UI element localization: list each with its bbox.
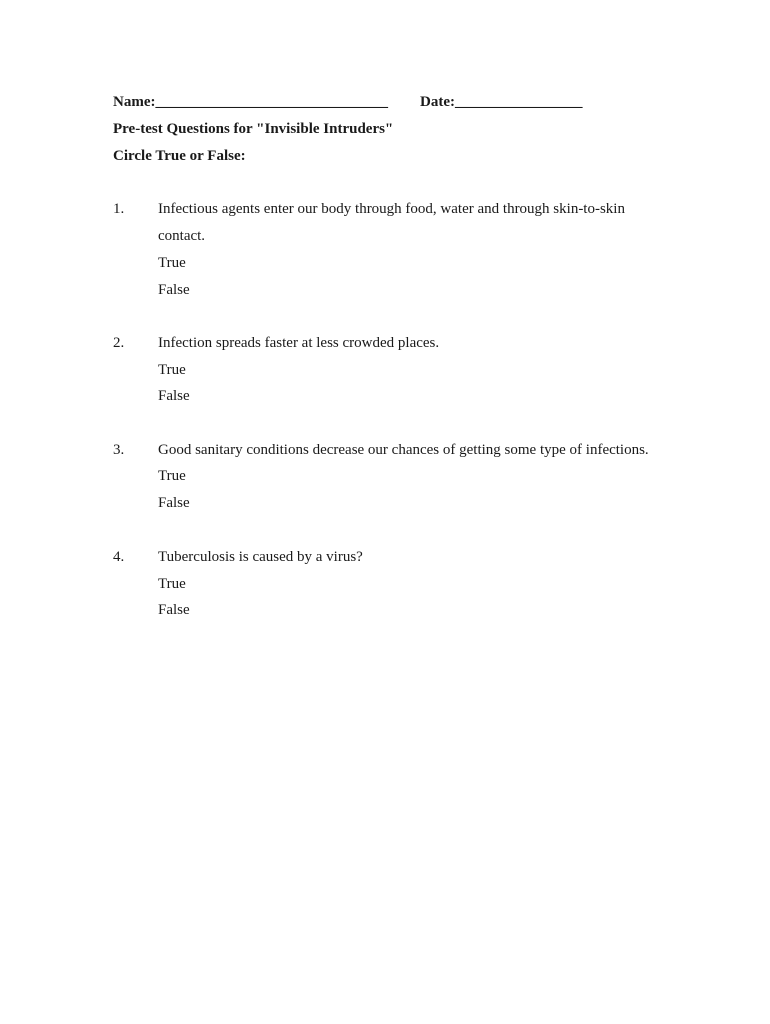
option-false[interactable]: False — [158, 495, 190, 511]
question-text: Good sanitary conditions decrease our chances of getting some type of infections. — [158, 442, 649, 458]
option-false[interactable]: False — [158, 602, 190, 618]
question-number: 3. — [113, 442, 125, 458]
question-number: 1. — [113, 201, 125, 217]
worksheet-title: Pre-test Questions for "Invisible Intruders" — [113, 121, 394, 137]
question-text: Tuberculosis is caused by a virus? — [158, 549, 363, 565]
question-text: Infection spreads faster at less crowded places. — [158, 335, 440, 351]
option-false[interactable]: False — [158, 282, 190, 298]
instructions-text: Circle True or False: — [113, 148, 246, 164]
question-number: 2. — [113, 335, 125, 351]
option-true[interactable]: True — [158, 362, 186, 378]
question-number: 4. — [113, 549, 125, 565]
name-field-label: Name:_______________________________ — [113, 94, 388, 110]
date-field-label: Date:_________________ — [420, 94, 583, 110]
option-false[interactable]: False — [158, 388, 190, 404]
option-true[interactable]: True — [158, 468, 186, 484]
question-text: Infectious agents enter our body through food, water and through skin-to-skin — [158, 201, 625, 217]
option-true[interactable]: True — [158, 576, 186, 592]
option-true[interactable]: True — [158, 255, 186, 271]
question-text-continued: contact. — [158, 228, 206, 244]
